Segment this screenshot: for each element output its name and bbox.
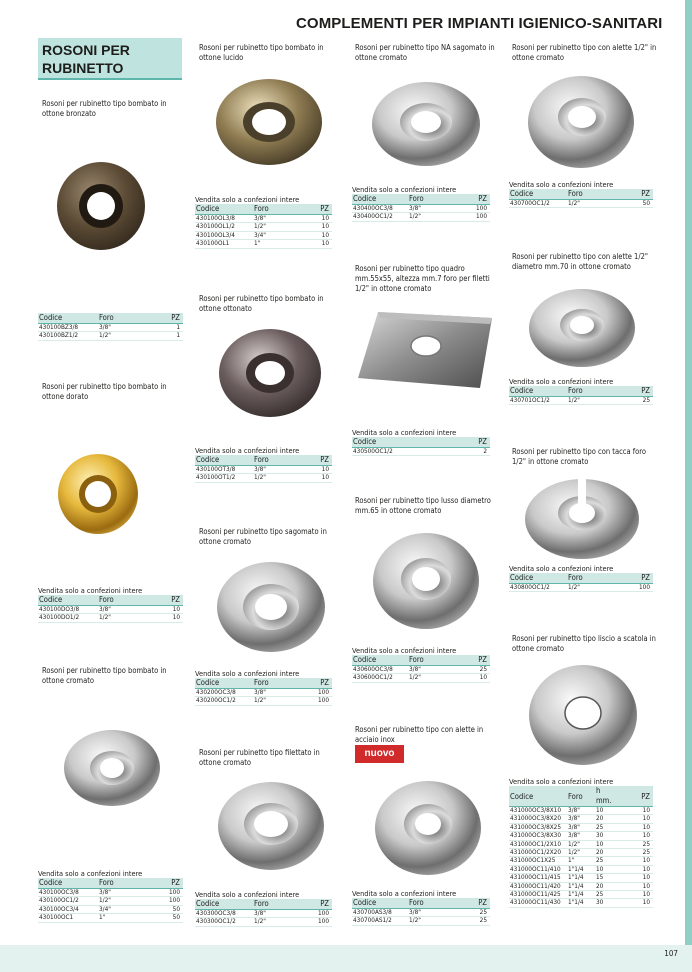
table-row: 430100OC1 1" 50 [38, 914, 183, 922]
desc-alette: Rosoni per rubinetto tipo con alette 1/2" in ottone cromato [512, 43, 657, 62]
table-header: Codice Foro PZ [38, 595, 183, 606]
sale-note: Vendita solo a confezioni intere [38, 869, 143, 878]
desc-scatola: Rosoni per rubinetto tipo liscio a scatola in ottone cromato [512, 634, 656, 653]
desc-bronzato: Rosoni per rubinetto tipo bombato in ottone bronzato [42, 99, 167, 118]
rosone-quadro-image [356, 308, 496, 390]
sale-note: Vendita solo a confezioni intere [352, 428, 457, 437]
rosone-na-image [370, 80, 482, 168]
table-header: Codice Foro h mm. PZ [509, 786, 653, 807]
table-row: 431000OC1/2X10 1/2" 10 25 [509, 841, 653, 849]
section-title-line-1: ROSONI PER [42, 42, 130, 58]
table-row: 430100OL1 1" 10 [195, 240, 332, 248]
table-header: Codice Foro PZ [509, 573, 653, 584]
table-row: 430300OC3/8 3/8" 100 [195, 910, 332, 918]
table-tacca [509, 564, 653, 592]
table-row: 431000OC11/410 1"1/4 10 10 [509, 866, 653, 874]
desc-dorato: Rosoni per rubinetto tipo bombato in ottone dorato [42, 382, 167, 401]
table-header: Codice Foro PZ [195, 455, 332, 466]
rosone-bombato-cromato-image [62, 728, 162, 808]
table-header: Codice Foro PZ [352, 898, 490, 909]
desc-bombato-cromato: Rosoni per rubinetto tipo bombato in ottone cromato [42, 666, 167, 685]
table-header: Codice Foro PZ [195, 899, 332, 910]
desc-alette70: Rosoni per rubinetto tipo con alette 1/2" diametro mm.70 in ottone cromato [512, 252, 648, 271]
sale-note: Vendita solo a confezioni intere [509, 377, 614, 386]
desc-lusso: Rosoni per rubinetto tipo lusso diametro mm.65 in ottone cromato [355, 496, 491, 515]
table-header: Codice PZ [352, 437, 490, 448]
table-row: 431000OC11/425 1"1/4 25 10 [509, 891, 653, 899]
sale-note: Vendita solo a confezioni intere [352, 185, 457, 194]
desc-ottonato: Rosoni per rubinetto tipo bombato in ottone ottonato [199, 294, 324, 313]
table-row: 430100OL3/4 3/4" 10 [195, 232, 332, 240]
rosone-alette70-image [527, 287, 637, 369]
table-header: Codice Foro PZ [38, 878, 183, 889]
table-scatola [509, 777, 653, 908]
table-row: 430100OL3/8 3/8" 10 [195, 215, 332, 223]
table-row: 430300OC1/2 1/2" 100 [195, 918, 332, 926]
table-header: Codice Foro PZ [509, 386, 653, 397]
table-header: Codice Foro PZ [509, 189, 653, 200]
table-row: 430701OC1/2 1/2" 25 [509, 397, 653, 405]
table-sagomato [195, 669, 332, 706]
page-number: 107 [664, 949, 678, 958]
sale-note: Vendita solo a confezioni intere [195, 195, 300, 204]
desc-tacca: Rosoni per rubinetto tipo con tacca foro 1/2" in ottone cromato [512, 447, 647, 466]
desc-lucido: Rosoni per rubinetto tipo bombato in ottone lucido [199, 43, 324, 62]
table-row: 431000OC11/420 1"1/4 20 10 [509, 883, 653, 891]
table-header: Codice Foro PZ [352, 655, 490, 666]
right-accent-bar [685, 0, 692, 972]
table-row: 430100BZ1/2 1/2" 1 [38, 332, 183, 340]
sale-note: Vendita solo a confezioni intere [352, 646, 457, 655]
desc-quadro: Rosoni per rubinetto tipo quadro mm.55x55, altezza mm.7 foro per filetti 1/2" in ottone cromato [355, 264, 490, 293]
desc-sagomato: Rosoni per rubinetto tipo sagomato in ottone cromato [199, 527, 327, 546]
rosone-sagomato-image [215, 560, 327, 654]
table-header: Codice Foro PZ [195, 678, 332, 689]
table-alette [509, 180, 653, 208]
table-row: 430600OC1/2 1/2" 10 [352, 674, 490, 682]
table-bombato-cromato [38, 869, 183, 923]
table-row: 430700AS3/8 3/8" 25 [352, 909, 490, 917]
table-row: 431000OC3/8X10 3/8" 10 10 [509, 807, 653, 815]
section-title-line-2: RUBINETTO [42, 60, 124, 76]
table-row: 431000OC11/430 1"1/4 30 10 [509, 899, 653, 907]
table-row: 430100OT3/8 3/8" 10 [195, 466, 332, 474]
table-row: 430700AS1/2 1/2" 25 [352, 917, 490, 925]
sale-note: Vendita solo a confezioni intere [509, 777, 614, 786]
table-dorato [38, 586, 183, 623]
table-row: 430100OC3/4 3/4" 50 [38, 906, 183, 914]
sale-note: Vendita solo a confezioni intere [195, 669, 300, 678]
rosone-alette-image [526, 73, 636, 171]
table-row: 431000OC3/8X20 3/8" 20 10 [509, 815, 653, 823]
table-row: 431000OC1X25 1" 25 10 [509, 857, 653, 865]
table-quadro [352, 428, 490, 456]
table-lusso [352, 646, 490, 683]
page-title: COMPLEMENTI PER IMPIANTI IGIENICO-SANITARI [296, 15, 663, 32]
rosone-lusso-image [371, 531, 481, 631]
sale-note: Vendita solo a confezioni intere [352, 889, 457, 898]
sale-note: Vendita solo a confezioni intere [195, 446, 300, 455]
sale-note: Vendita solo a confezioni intere [509, 564, 614, 573]
table-na [352, 185, 490, 222]
page-footer [0, 945, 692, 972]
table-ottonato [195, 446, 332, 483]
table-row: 430600OC3/8 3/8" 25 [352, 666, 490, 674]
table-row: 430100OC1/2 1/2" 100 [38, 897, 183, 905]
table-filettato [195, 890, 332, 927]
sale-note: Vendita solo a confezioni intere [195, 890, 300, 899]
rosone-lucido-image [214, 77, 324, 167]
table-inox [352, 889, 490, 926]
table-row: 430100BZ3/8 3/8" 1 [38, 324, 183, 332]
table-row: 430700OC1/2 1/2" 50 [509, 200, 653, 208]
table-header: Codice Foro PZ [195, 204, 332, 215]
sale-note: Vendita solo a confezioni intere [38, 586, 143, 595]
new-badge: nuovo [355, 745, 404, 763]
table-row: 431000OC3/8X25 3/8" 25 10 [509, 824, 653, 832]
table-row: 430400OC3/8 3/8" 100 [352, 205, 490, 213]
rosone-scatola-image [527, 663, 639, 767]
table-row: 431000OC1/2X20 1/2" 20 25 [509, 849, 653, 857]
desc-inox: Rosoni per rubinetto tipo con alette in acciaio inox [355, 725, 484, 744]
rosone-ottonato-image [217, 327, 323, 419]
table-header: Codice Foro PZ [352, 194, 490, 205]
rosone-tacca-image [523, 477, 641, 561]
desc-na: Rosoni per rubinetto tipo NA sagomato in ottone cromato [355, 43, 495, 62]
table-lucido [195, 195, 332, 249]
table-row: 430100OL1/2 1/2" 10 [195, 223, 332, 231]
table-row: 430100DO1/2 1/2" 10 [38, 614, 183, 622]
table-row: 430100OC3/8 3/8" 100 [38, 889, 183, 897]
table-row: 430800OC1/2 1/2" 100 [509, 584, 653, 592]
table-header: Codice Foro PZ [38, 313, 183, 324]
table-row: 430400OC1/2 1/2" 100 [352, 213, 490, 221]
table-alette70 [509, 377, 653, 405]
table-bronzato [38, 313, 183, 341]
table-row: 430200OC3/8 3/8" 100 [195, 689, 332, 697]
rosone-dorato-image [57, 453, 139, 535]
table-row: 430100OT1/2 1/2" 10 [195, 474, 332, 482]
desc-filettato: Rosoni per rubinetto tipo filettato in ottone cromato [199, 748, 320, 767]
table-row: 431000OC11/415 1"1/4 15 10 [509, 874, 653, 882]
section-title [38, 38, 182, 80]
rosone-inox-image [373, 778, 483, 878]
table-row: 431000OC3/8X30 3/8" 30 10 [509, 832, 653, 840]
table-row: 430100DO3/8 3/8" 10 [38, 606, 183, 614]
rosone-bronzato-image [55, 160, 147, 252]
table-row: 430200OC1/2 1/2" 100 [195, 697, 332, 705]
table-row: 430500OC1/2 2 [352, 448, 490, 456]
sale-note: Vendita solo a confezioni intere [509, 180, 614, 189]
rosone-filettato-image [216, 780, 326, 872]
